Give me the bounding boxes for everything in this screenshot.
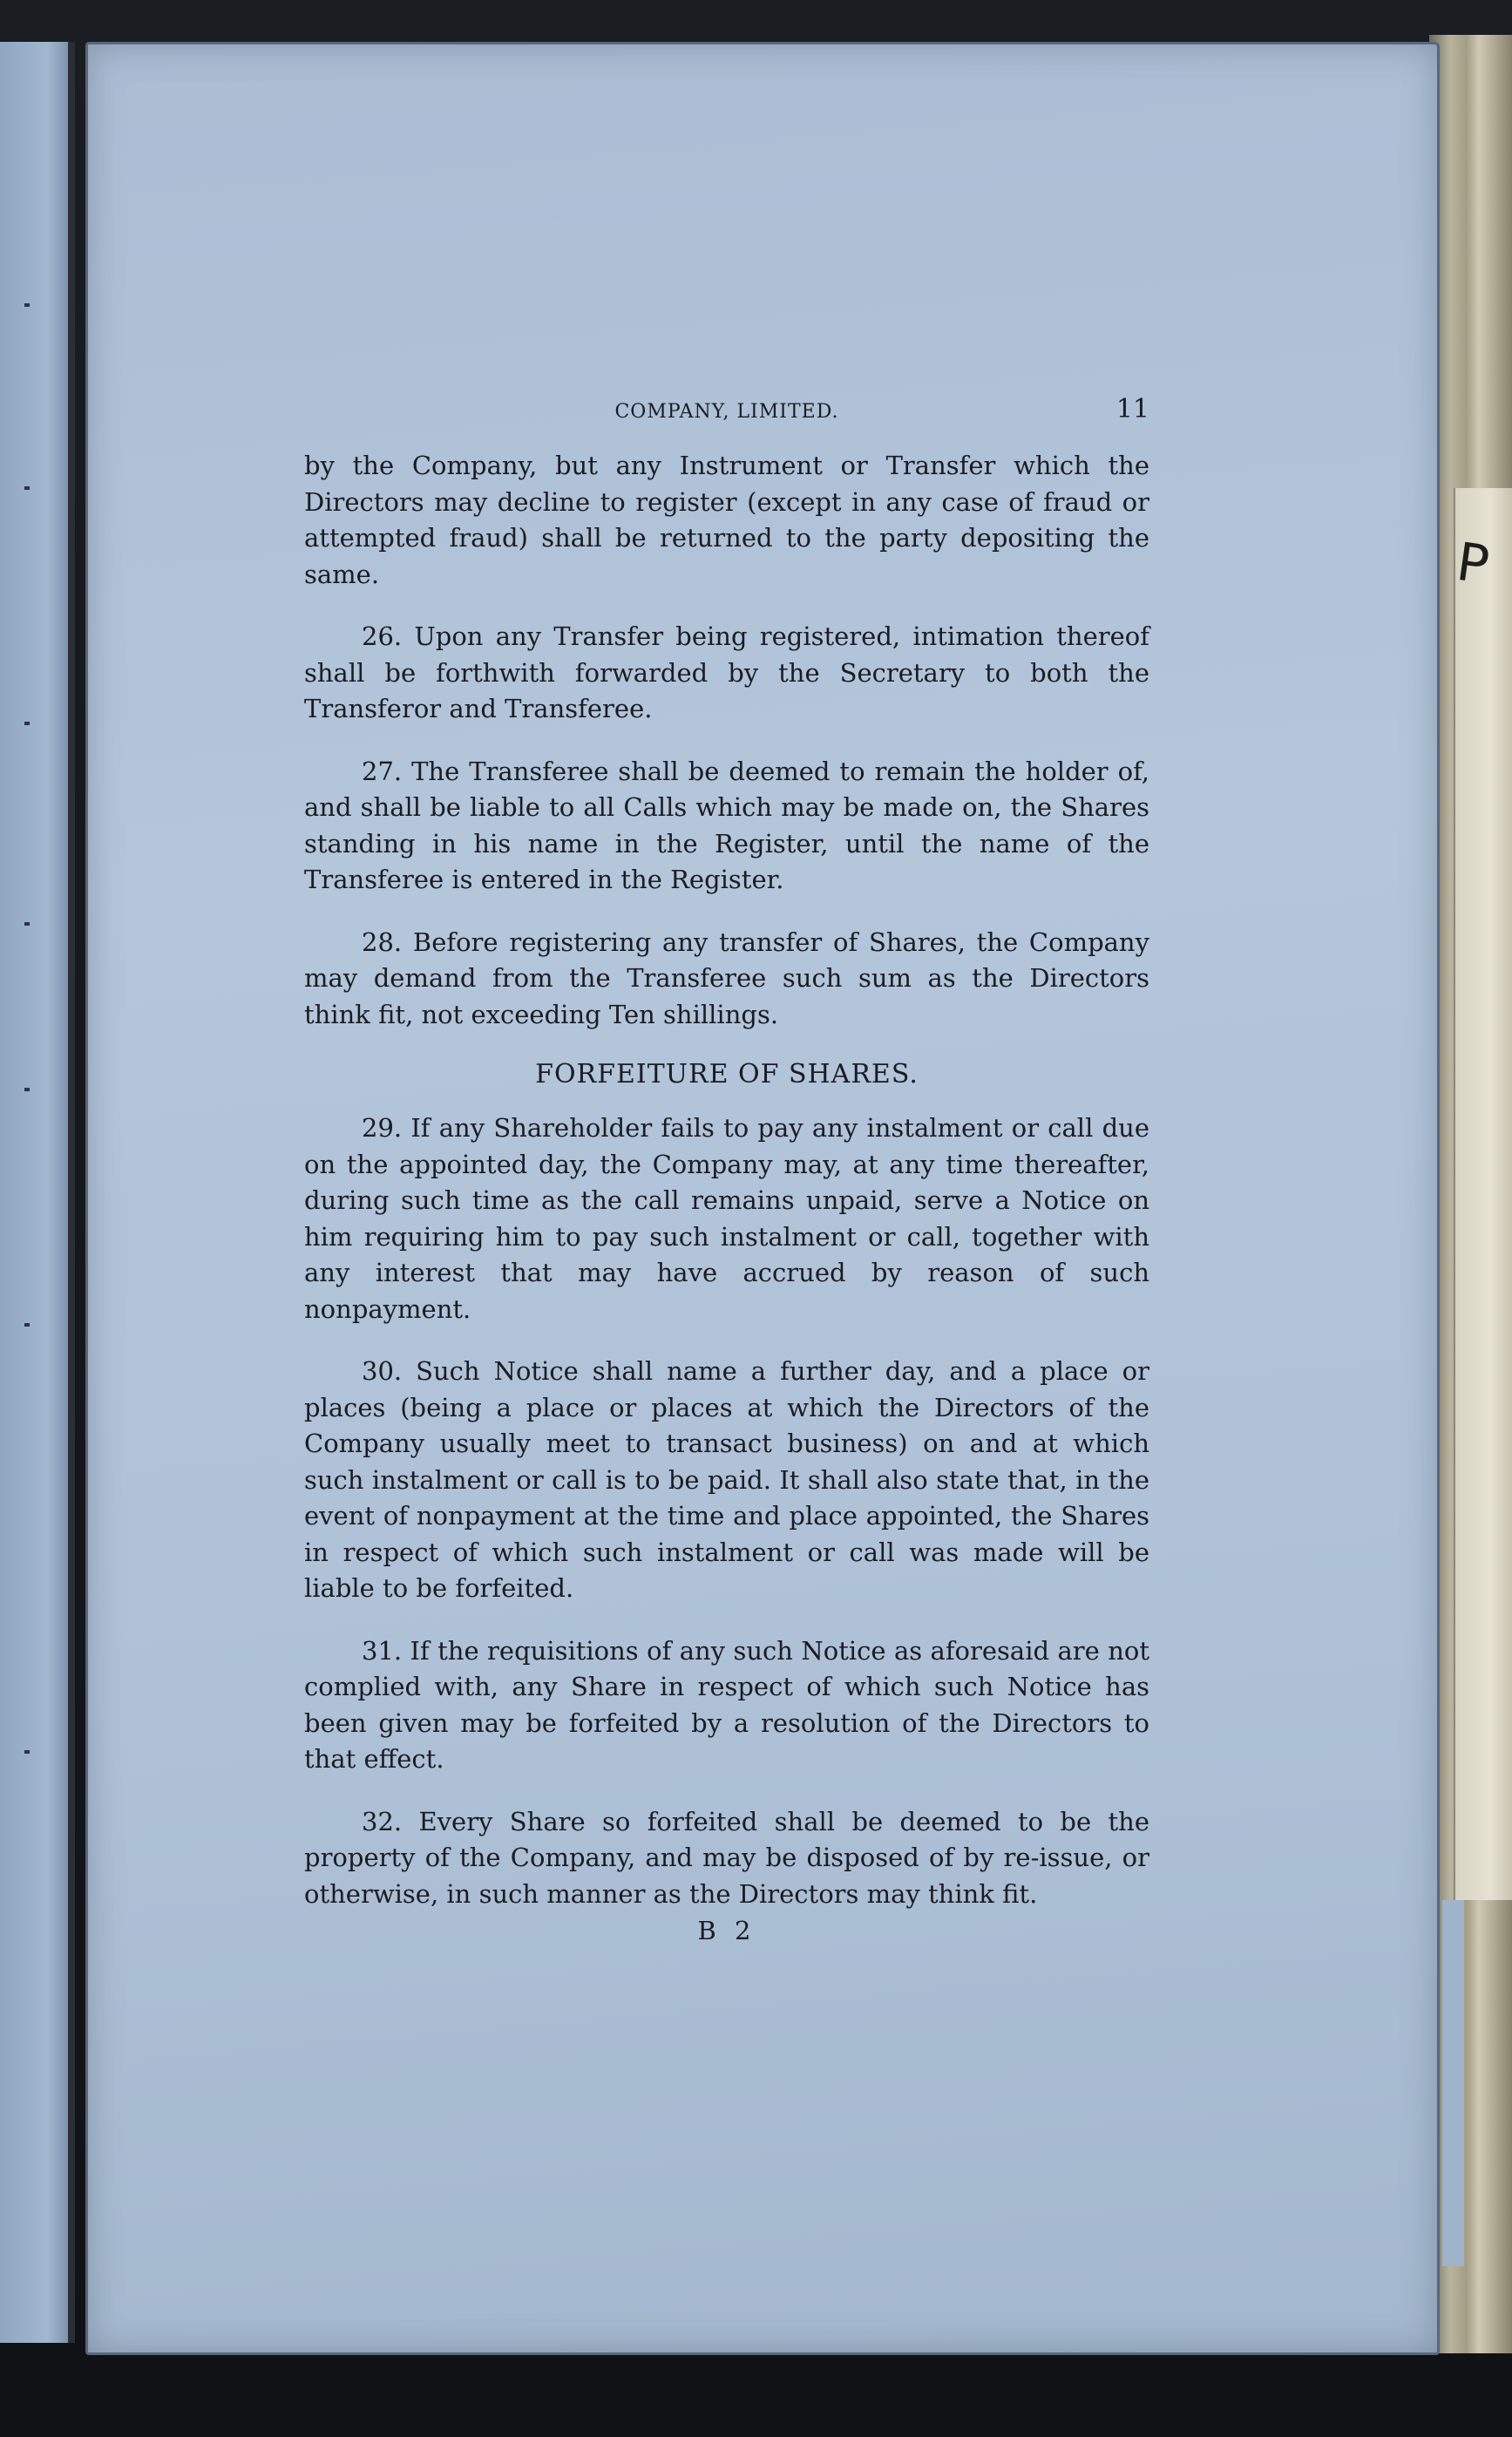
page-mark [24, 1323, 30, 1327]
article-29: 29. If any Shareholder fails to pay any instalment or call due on the appointed day, the Company may, at any time thereafter, during such time as the call remains unpaid, serve a Notice on him requiring him to pay such instalment or call, together with any interest that may have accrued by reason of such nonpayment. [304, 1113, 1149, 1324]
article-28: 28. Before registering any transfer of Shares, the Company may demand from the Transferee such sum as the Directors think fit, not exceeding Ten shillings. [304, 927, 1149, 1029]
document-page [85, 42, 1440, 2355]
slip-letter: P [1453, 531, 1493, 597]
running-head [304, 394, 1149, 429]
signature-mark: B 2 [697, 1916, 756, 1945]
inserted-slip [1454, 488, 1512, 1900]
page-mark [24, 303, 30, 307]
article-32: 32. Every Share so forfeited shall be deemed to be the property of the Company, and may be disposed of by re-issue, or otherwise, in such manner as the Directors may think fit. [304, 1806, 1149, 1909]
article-30: 30. Such Notice shall name a further day, and a place or places (being a place or places at which the Directors of the Company usually meet to transact business) on and at which such instalment or call is to be paid. It shall also state that, in the event of nonpayment at the time and place appointed, the Shares in respect of which such instalment or call was made will be liable to be forfeited. [304, 1356, 1149, 1603]
page-number: 11 [1115, 394, 1149, 424]
page-mark [24, 1088, 30, 1091]
article-26: 26. Upon any Transfer being registered, intimation thereof shall be forthwith forwarded by the Secretary to both the Transferor and Transferee. [304, 621, 1149, 723]
inserted-slip-lower [1442, 1900, 1464, 2266]
page-mark [24, 722, 30, 725]
facing-page-edge [0, 42, 75, 2343]
running-title: COMPANY, LIMITED. [614, 401, 839, 423]
page-mark [24, 486, 30, 490]
continued-paragraph: by the Company, but any Instrument or Transfer which the Directors may decline to register (except in any case of fraud or attempted fraud) shall be returned to the party depositing the same. [304, 451, 1149, 589]
page-mark [24, 922, 30, 926]
article-31: 31. If the requisitions of any such Notice as aforesaid are not complied with, any Share in respect of which such Notice has been given may be forfeited by a resolution of the Directors to that effect. [304, 1635, 1149, 1774]
page-text-block [304, 394, 1149, 1945]
section-heading: FORFEITURE OF SHARES. [535, 1059, 919, 1090]
article-27: 27. The Transferee shall be deemed to remain the holder of, and shall be liable to all Calls which may be made on, the Shares standing in his name in the Register, until the name of the Transferee is entered in the Register. [304, 756, 1149, 894]
page-mark [24, 1750, 30, 1754]
